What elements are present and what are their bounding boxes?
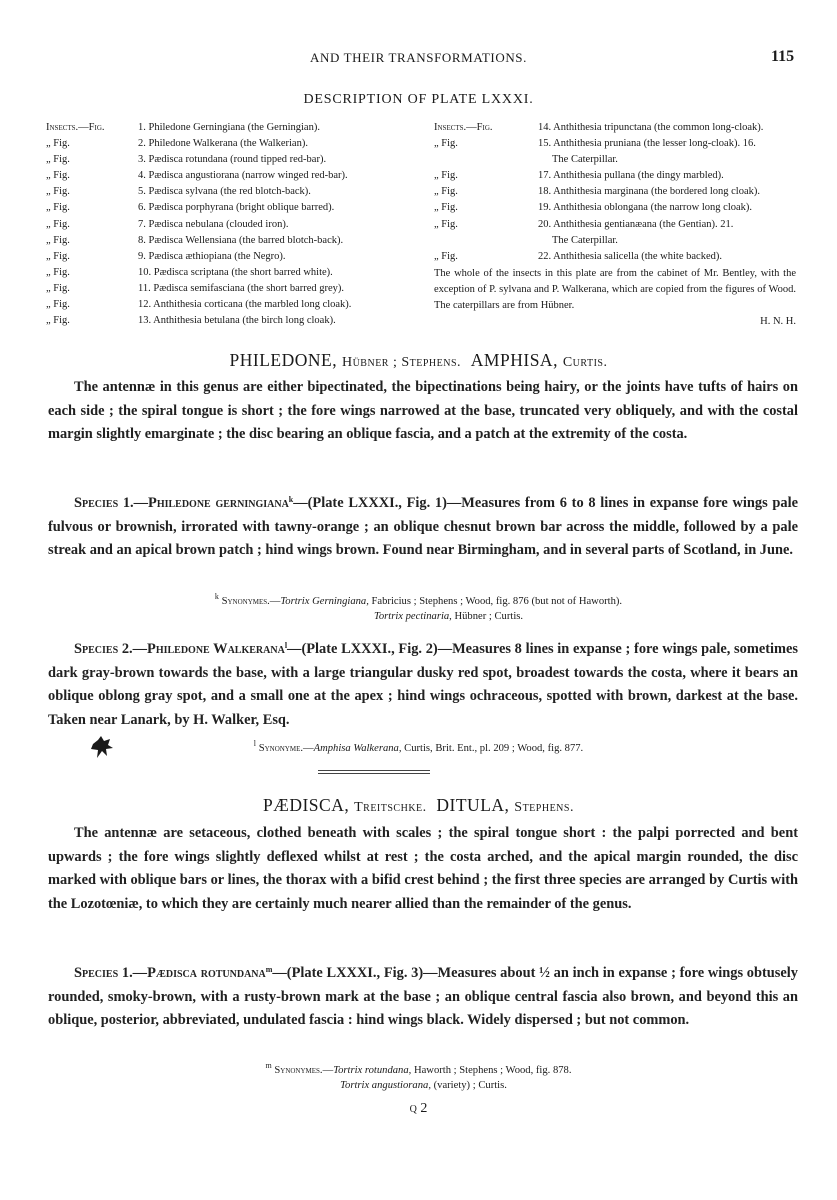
synonym-sources: Fabricius ; Stephens ; Wood, fig. 876 (but not of Haworth). — [368, 596, 623, 607]
plate-row-desc: 1. Philedone Gerningiana (the Gerningian). — [138, 122, 320, 133]
plate-row-desc: 18. Anthithesia marginana (the bordered long cloak). — [538, 186, 760, 198]
plate-row-desc: 13. Anthithesia betulana (the birch long cloak). — [138, 315, 336, 327]
plate-row — [434, 120, 800, 136]
synonyms-label: Synonymes.— — [274, 1065, 334, 1076]
genus-synonym-author: Stephens. — [514, 800, 574, 815]
page-number: 115 — [771, 48, 795, 65]
synonym-sources: Hübner ; Curtis. — [451, 611, 524, 622]
plate-row — [46, 249, 418, 265]
genus-name: PHILEDONE, — [229, 350, 338, 370]
synonyms-footnote — [0, 1058, 837, 1093]
plate-row-lead: „ Fig. — [46, 234, 70, 246]
printer-signature — [0, 1101, 837, 1117]
plate-row — [46, 281, 418, 297]
plate-row-lead: Insects.—Fig. — [46, 122, 105, 133]
species-description: —(Plate LXXXI., Fig. 3)—Measures about ½ an inch in expanse ; fore wings obtusely rounded, smoky-brown, with a rusty-brown mark at the base ; an oblique central fascia also brown, and beyond this an oblique, posterior, abbreviated, undulated fascia : hind wings black. Widely dispersed ; but not common. — [48, 965, 798, 1028]
plate-row-lead: Insects.—Fig. — [434, 122, 493, 133]
genus-synonym-author: Curtis. — [562, 355, 608, 370]
plate-row — [434, 200, 800, 216]
plate-row-lead: „ Fig. — [46, 202, 70, 214]
plate-row-desc: 19. Anthithesia oblongana (the narrow long cloak). — [538, 202, 753, 214]
species-name: Species 2.—Philedone Walkerana — [74, 641, 285, 657]
plate-row — [434, 168, 800, 184]
plate-list-left — [46, 120, 418, 329]
genus-description — [48, 822, 798, 916]
genus-name: PÆDISCA, — [263, 795, 350, 815]
plate-row-lead: „ Fig. — [46, 266, 70, 278]
plate-row-lead: „ Fig. — [46, 154, 70, 166]
species-entry — [48, 634, 798, 732]
plate-row — [46, 217, 418, 233]
plate-row-lead: „ Fig. — [46, 186, 70, 198]
plate-row-lead: „ Fig. — [46, 138, 70, 150]
plate-row-desc: 7. Pædisca nebulana (clouded iron). — [138, 218, 289, 230]
plate-list-right — [434, 120, 800, 330]
plate-row-desc: 4. Pædisca angustiorana (narrow winged red-bar). — [138, 170, 348, 182]
plate-row-lead: „ Fig. — [46, 218, 70, 230]
genus-author: Treitschke. — [354, 800, 427, 815]
plate-row-lead: „ Fig. — [46, 315, 70, 327]
plate-row-desc: 12. Anthithesia corticana (the marbled long cloak). — [138, 299, 352, 311]
footnote-mark: k — [214, 592, 219, 601]
synonym-name: Tortrix Gerningiana, — [280, 596, 369, 607]
plate-row-desc: 14. Anthithesia tripunctana (the common long-cloak). — [538, 122, 764, 133]
plate-row-lead: „ Fig. — [46, 250, 70, 262]
synonym-name: Tortrix rotundana, — [333, 1065, 412, 1076]
species-description: —(Plate LXXXI., Fig. 1)—Measures from 6 to 8 lines in expanse fore wings pale fulvous or brownish, irrorated with tawny-orange ; an oblique chesnut brown bar across the middle, followed by a pale streak and an apical brown patch ; hind wings brown. Found near Birmingham, and in several parts of Scotland, in June. — [48, 495, 798, 558]
section-heading-paedisca — [0, 795, 837, 816]
plate-row — [46, 120, 418, 136]
plate-row-lead: „ Fig. — [434, 186, 458, 198]
synonyms-footnote — [0, 589, 837, 624]
signature-number: 2 — [420, 1101, 428, 1116]
plate-row — [434, 136, 800, 152]
species-entry — [48, 488, 798, 563]
plate-row — [46, 168, 418, 184]
plate-row-lead: „ Fig. — [434, 250, 458, 262]
plate-row — [434, 249, 800, 265]
footnote-mark: l — [253, 739, 257, 748]
species-entry — [48, 958, 798, 1033]
plate-row-desc: 5. Pædisca sylvana (the red blotch-back). — [138, 186, 311, 198]
species-name: Species 1.—Philedone gerningiana — [74, 495, 289, 511]
plate-row-desc: 22. Anthithesia salicella (the white backed). — [538, 250, 722, 262]
synonym-sources: Curtis, Brit. Ent., pl. 209 ; Wood, fig. 877. — [401, 743, 584, 754]
plate-row-lead: „ Fig. — [434, 170, 458, 182]
synonym-footnote — [0, 736, 837, 756]
plate-row-desc: 9. Pædisca æthiopiana (the Negro). — [138, 250, 286, 262]
signature-letter: Q — [409, 1104, 417, 1115]
synonym-sources: Haworth ; Stephens ; Wood, fig. 878. — [411, 1065, 572, 1076]
plate-row-lead: „ Fig. — [46, 170, 70, 182]
synonym-name: Tortrix angustiorana, — [340, 1080, 431, 1091]
plate-row-desc: 3. Pædisca rotundana (round tipped red-bar). — [138, 154, 327, 166]
plate-row-desc: 15. Anthithesia pruniana (the lesser long-cloak). 16. — [538, 138, 756, 150]
plate-title: DESCRIPTION OF PLATE LXXXI. — [303, 92, 534, 107]
plate-row — [46, 297, 418, 313]
plate-row — [46, 184, 418, 200]
plate-row-lead: „ Fig. — [46, 282, 70, 294]
section-heading-philedone — [0, 350, 837, 371]
plate-row — [46, 233, 418, 249]
genus-synonym: DITULA, — [436, 795, 510, 815]
plate-row — [434, 184, 800, 200]
plate-row — [46, 265, 418, 281]
plate-row — [46, 136, 418, 152]
genus-description-text: The antennæ are setaceous, clothed beneath with scales ; the spiral tongue short : the palpi porrected and bent upwards ; the fore wings slightly deflexed whilst at rest ; the costa arched, and the apical margin rounded, the disc marked with oblique bars or lines, the thorax with a bifid crest behind ; the first three species are arranged by Curtis with the Lozotœniæ, to which they are certainly much nearer allied than the remainder of the genus. — [48, 825, 798, 912]
plate-row-desc: 20. Anthithesia gentianæana (the Gentian). 21. — [538, 218, 734, 230]
plate-row-continuation: The Caterpillar. — [552, 234, 618, 246]
species-name: Species 1.—Pædisca rotundana — [74, 965, 266, 981]
plate-row — [46, 313, 418, 329]
synonyms-label: Synonymes.— — [221, 596, 281, 607]
plate-row-desc: 11. Pædisca semifasciana (the short barred grey). — [138, 282, 345, 294]
plate-row-desc: 8. Pædisca Wellensiana (the barred blotch-back). — [138, 234, 344, 246]
plate-row — [46, 152, 418, 168]
plate-row-desc: 17. Anthithesia pullana (the dingy marbled). — [538, 170, 724, 182]
species-description: —(Plate LXXXI., Fig. 2)—Measures 8 lines in expanse ; fore wings pale, sometimes dark gray-brown towards the base, with a large triangular dusky red spot, broadest towards the costa, where it bears an oblique oblong gray spot, and a small one at the apex ; hind wings ochraceous, spotted with brown, darkest at the base. Taken near Lanark, by H. Walker, Esq. — [48, 641, 798, 728]
plate-row-lead: „ Fig. — [46, 299, 70, 311]
plate-row-desc: 10. Pædisca scriptana (the short barred white). — [138, 266, 333, 278]
synonym-name: Amphisa Walkerana, — [313, 743, 402, 754]
plate-row-lead: „ Fig. — [434, 202, 458, 214]
plate-row-continuation: The Caterpillar. — [552, 154, 618, 166]
plate-row — [46, 200, 418, 216]
genus-description-text: The antennæ in this genus are either bipectinated, the bipectinations being hairy, or the joints have tufts of hairs on each side ; the spiral tongue is short ; the fore wings narrowed at the base, truncated very obliquely, and with the costal margin slightly emarginate ; the disc bearing an oblique fascia, and a patch at the extremity of the costa. — [48, 379, 798, 442]
synonym-sources: (variety) ; Curtis. — [430, 1080, 507, 1091]
synonyms-label: Synonyme.— — [258, 743, 314, 754]
footnote-mark: l — [284, 641, 288, 650]
plate-credit-signature: H. N. H. — [760, 316, 796, 328]
plate-row — [434, 217, 800, 233]
plate-row-desc: 6. Pædisca porphyrana (bright oblique barred). — [138, 202, 335, 214]
plate-credit-text: The whole of the insects in this plate are from the cabinet of Mr. Bentley, with the exception of P. sylvana and P. Walkerana, which are copied from the figures of Wood. The caterpillars are from Hübner. — [434, 267, 796, 312]
genus-synonym: AMPHISA, — [470, 350, 558, 370]
plate-row-lead: „ Fig. — [434, 138, 458, 150]
plate-row-lead: „ Fig. — [434, 218, 458, 230]
genus-author: Hübner ; Stephens. — [341, 355, 462, 370]
footnote-mark: m — [265, 1061, 272, 1070]
section-divider — [318, 770, 430, 774]
genus-description — [48, 376, 798, 447]
plate-row-desc: 2. Philedone Walkerana (the Walkerian). — [138, 138, 308, 150]
footnote-mark: k — [288, 495, 294, 504]
synonym-name: Tortrix pectinaria, — [373, 611, 452, 622]
plate-credit — [434, 266, 796, 330]
footnote-mark: m — [265, 965, 273, 974]
running-head: AND THEIR TRANSFORMATIONS. — [309, 50, 527, 65]
